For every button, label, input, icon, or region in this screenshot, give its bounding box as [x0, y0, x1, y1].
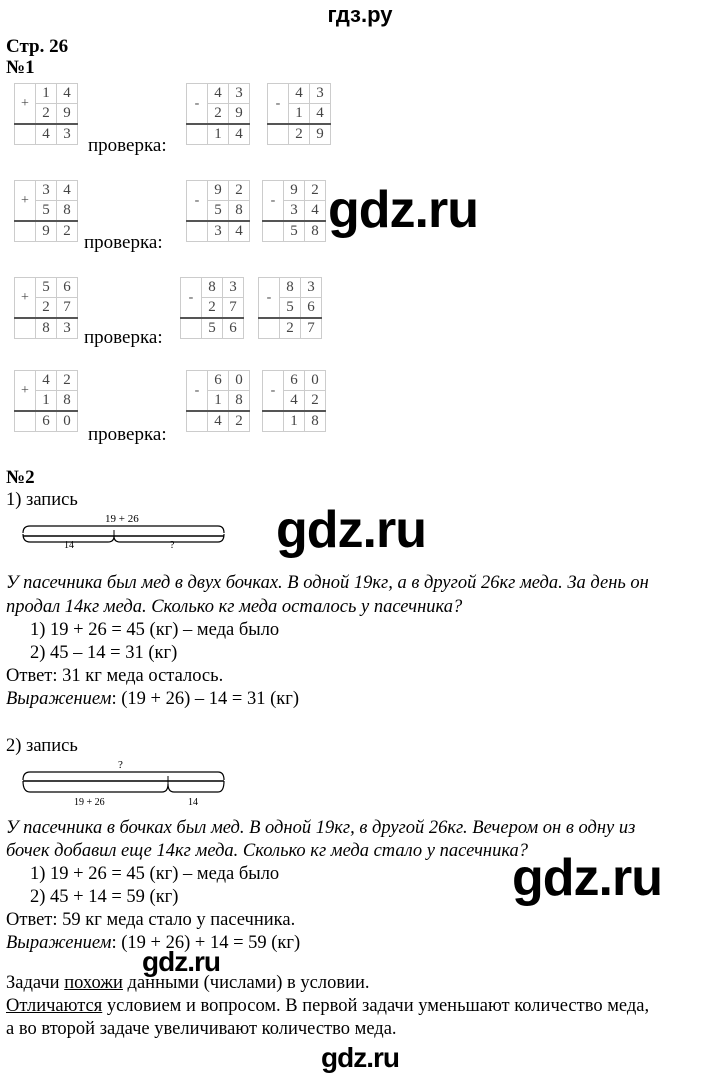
digit: 2 — [57, 371, 78, 391]
digit: 1 — [208, 391, 229, 412]
task2-heading: №2 — [6, 467, 35, 488]
digit: 5 — [36, 278, 57, 298]
digit: 6 — [57, 278, 78, 298]
result-digit: 9 — [310, 124, 331, 145]
digit: 4 — [284, 391, 305, 412]
digit: 2 — [305, 181, 326, 201]
problem2-line2: бочек добавил еще 14кг меда. Сколько кг меда стало у пасечника? — [6, 841, 529, 861]
digit: 0 — [305, 371, 326, 391]
check-label: проверка: — [84, 327, 163, 348]
check-label: проверка: — [84, 232, 163, 253]
problem2-answer: Ответ: 59 кг меда стало у пасечника. — [6, 910, 296, 930]
digit: 2 — [36, 298, 57, 319]
digit: 3 — [223, 278, 244, 298]
segment-diagram-2 — [18, 758, 228, 810]
digit: 8 — [202, 278, 223, 298]
digit: 6 — [208, 371, 229, 391]
operator-sign: - — [187, 84, 208, 125]
digit: 2 — [36, 104, 57, 125]
watermark: gdz.ru — [512, 849, 662, 907]
check-label: проверка: — [88, 135, 167, 156]
digit: 9 — [284, 181, 305, 201]
column-subtraction — [258, 277, 322, 339]
digit: 9 — [57, 104, 78, 125]
digit: 2 — [305, 391, 326, 412]
column-subtraction — [186, 180, 250, 242]
column-subtraction — [186, 370, 250, 432]
conclusion-line3: а во второй задаче увеличивают количество меда. — [6, 1019, 397, 1039]
result-digit: 4 — [208, 411, 229, 432]
column-addition — [14, 83, 78, 145]
digit: 2 — [229, 181, 250, 201]
digit: 4 — [57, 84, 78, 104]
diagram-bottom-left: 14 — [64, 540, 74, 548]
problem2-line1: У пасечника в бочках был мед. В одной 19кг, в другой 26кг. Вечером он в одну из — [6, 818, 636, 838]
digit: 8 — [229, 391, 250, 412]
digit: 5 — [208, 201, 229, 222]
digit: 4 — [305, 201, 326, 222]
diagram-bottom-right: 14 — [188, 797, 198, 808]
digit: 9 — [229, 104, 250, 125]
result-digit: 3 — [208, 221, 229, 242]
result-digit: 7 — [301, 318, 322, 339]
result-digit: 8 — [305, 221, 326, 242]
digit: 8 — [229, 201, 250, 222]
digit: 4 — [208, 84, 229, 104]
digit: 3 — [229, 84, 250, 104]
conclusion-line2: Отличаются условием и вопросом. В первой задачи уменьшают количество меда, — [6, 996, 650, 1016]
operator-sign: + — [15, 278, 36, 319]
digit: 2 — [208, 104, 229, 125]
column-addition — [14, 370, 78, 432]
diagram-top-label: 19 + 26 — [105, 513, 139, 525]
column-subtraction — [186, 83, 250, 145]
check-label: проверка: — [88, 424, 167, 445]
digit: 7 — [223, 298, 244, 319]
site-title: гдз.ру — [327, 2, 393, 27]
digit: 3 — [310, 84, 331, 104]
operator-sign: - — [187, 181, 208, 222]
result-digit: 3 — [57, 318, 78, 339]
column-subtraction — [262, 180, 326, 242]
task1-heading: №1 — [6, 57, 35, 78]
problem1-line2: продал 14кг меда. Сколько кг меда осталось у пасечника? — [6, 597, 463, 617]
watermark: gdz.ru — [328, 181, 478, 239]
result-digit: 5 — [202, 318, 223, 339]
column-subtraction — [262, 370, 326, 432]
column-addition — [14, 180, 78, 242]
digit: 2 — [202, 298, 223, 319]
page-label: Стр. 26 — [6, 36, 69, 57]
operator-sign: - — [259, 278, 280, 319]
digit: 7 — [57, 298, 78, 319]
result-digit: 8 — [305, 411, 326, 432]
digit: 4 — [57, 181, 78, 201]
digit: 8 — [57, 201, 78, 222]
digit: 1 — [289, 104, 310, 125]
problem2-step2: 2) 45 + 14 = 59 (кг) — [30, 887, 179, 907]
operator-sign: - — [263, 371, 284, 412]
result-digit: 1 — [284, 411, 305, 432]
watermark: gdz.ru — [276, 501, 426, 559]
operator-sign: + — [15, 84, 36, 125]
operator-sign: - — [263, 181, 284, 222]
digit: 5 — [280, 298, 301, 319]
digit: 4 — [289, 84, 310, 104]
watermark: gdz.ru — [321, 1042, 399, 1073]
diagram-bottom-left: 19 + 26 — [74, 797, 105, 808]
column-subtraction — [267, 83, 331, 145]
operator-sign: + — [15, 181, 36, 222]
digit: 4 — [310, 104, 331, 125]
operator-sign: + — [15, 371, 36, 412]
digit: 4 — [36, 371, 57, 391]
result-digit: 2 — [57, 221, 78, 242]
result-digit: 5 — [284, 221, 305, 242]
part2-label: 2) запись — [6, 736, 78, 756]
watermark: gdz.ru — [142, 946, 220, 977]
result-digit: 2 — [280, 318, 301, 339]
result-digit: 8 — [36, 318, 57, 339]
problem2-expression: Выражением: (19 + 26) + 14 = 59 (кг) — [6, 933, 301, 953]
operator-sign: - — [181, 278, 202, 319]
problem1-step2: 2) 45 – 14 = 31 (кг) — [30, 643, 178, 663]
conclusion-line1: Задачи похожи данными (числами) в условии. — [6, 973, 370, 993]
digit: 9 — [208, 181, 229, 201]
diagram-bottom-right: ? — [170, 540, 175, 548]
digit: 8 — [57, 391, 78, 412]
digit: 8 — [280, 278, 301, 298]
problem1-line1: У пасечника был мед в двух бочках. В одной 19кг, а в другой 26кг меда. За день он — [6, 573, 649, 593]
diagram-top-label: ? — [118, 759, 123, 771]
operator-sign: - — [187, 371, 208, 412]
result-digit: 9 — [36, 221, 57, 242]
part1-label: 1) запись — [6, 490, 78, 510]
digit: 1 — [36, 84, 57, 104]
problem2-step1: 1) 19 + 26 = 45 (кг) – меда было — [30, 864, 280, 884]
result-digit: 2 — [289, 124, 310, 145]
column-addition — [14, 277, 78, 339]
result-digit: 6 — [223, 318, 244, 339]
result-digit: 4 — [229, 124, 250, 145]
result-digit: 3 — [57, 124, 78, 145]
result-digit: 2 — [229, 411, 250, 432]
digit: 0 — [229, 371, 250, 391]
problem1-step1: 1) 19 + 26 = 45 (кг) – меда было — [30, 620, 280, 640]
column-subtraction — [180, 277, 244, 339]
segment-diagram-1 — [18, 512, 228, 548]
digit: 3 — [284, 201, 305, 222]
operator-sign: - — [268, 84, 289, 125]
digit: 6 — [301, 298, 322, 319]
digit: 6 — [284, 371, 305, 391]
digit: 1 — [36, 391, 57, 412]
digit: 5 — [36, 201, 57, 222]
problem1-answer: Ответ: 31 кг меда осталось. — [6, 666, 224, 686]
digit: 3 — [301, 278, 322, 298]
digit: 3 — [36, 181, 57, 201]
result-digit: 6 — [36, 411, 57, 432]
result-digit: 4 — [229, 221, 250, 242]
result-digit: 4 — [36, 124, 57, 145]
result-digit: 0 — [57, 411, 78, 432]
result-digit: 1 — [208, 124, 229, 145]
problem1-expression: Выражением: (19 + 26) – 14 = 31 (кг) — [6, 689, 299, 709]
